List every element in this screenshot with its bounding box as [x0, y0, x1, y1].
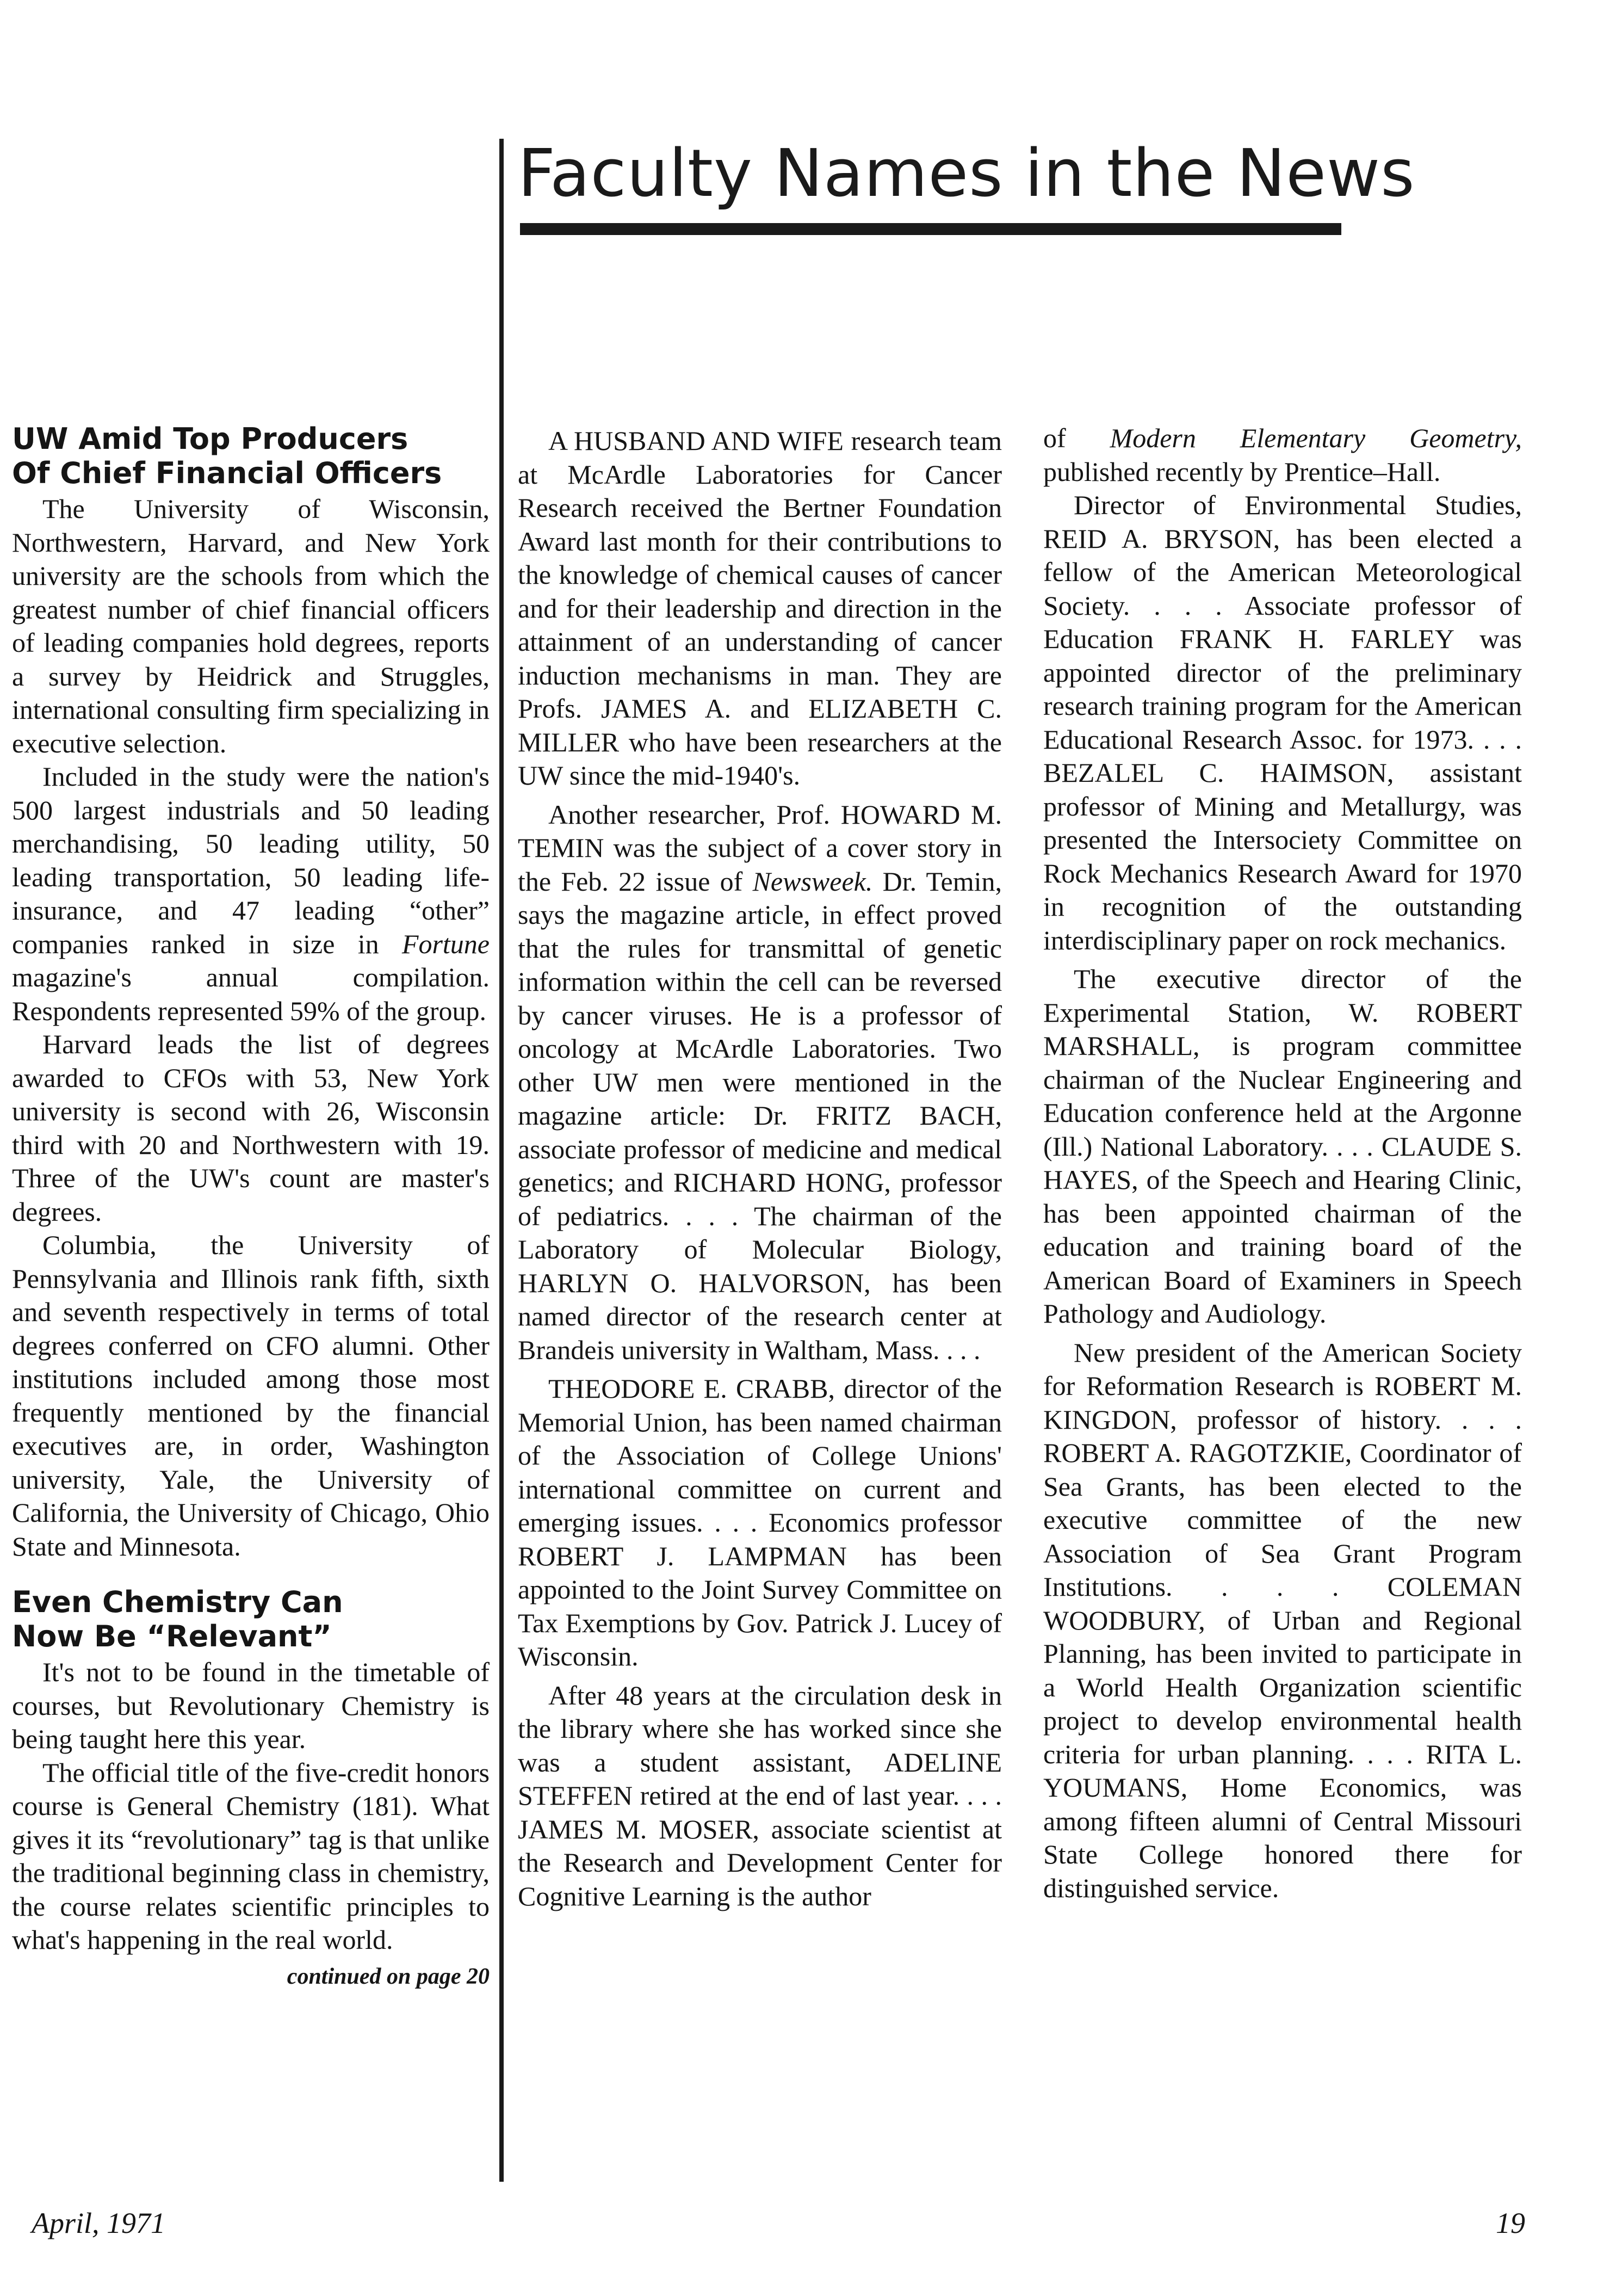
heading-line: UW Amid Top Producers [12, 422, 408, 456]
article-heading-chemistry [12, 1585, 490, 1653]
paragraph: Harvard leads the list of degrees awarded to CFOs with 53, New York university is second with 26, Wisconsin third with 20 and Northwestern with 19. Three of the UW's count are master's degrees. [12, 1029, 490, 1227]
text: of [1043, 423, 1110, 453]
paragraph: The University of Wisconsin, Northwestern, Harvard, and New York university are the schools from which the greatest number of chief financial officers of leading companies hold degrees, reports a survey by Heidrick and Struggles, international consulting firm specializing in executive selection. [12, 493, 490, 758]
text: published recently by Prentice–Hall. [1043, 456, 1441, 487]
paragraph: Columbia, the University of Pennsylvania and Illinois rank fifth, sixth and seventh respectively in terms of total degrees conferred on CFO alumni. Other institutions included among those most frequently mentioned by the financial executives are, in order, Washington university, Yale, the University of California, the University of Chicago, Ohio State and Minnesota. [12, 1230, 490, 1561]
page-number: 19 [1496, 2207, 1525, 2239]
paragraph: THEODORE E. CRABB, director of the Memorial Union, has been named chairman of the Association of College Unions' international committee on current and emerging issues. . . . Economics professor ROBERT J. LAMPMAN has been appointed to the Joint Survey Committee on Tax Exemptions by Gov. Patrick J. Lucey of Wisconsin. [518, 1373, 1002, 1671]
paragraph: New president of the American Society for Reformation Research is ROBERT M. KINGDON, professor of history. . . . ROBERT A. RAGOTZKIE, Coordinator of Sea Grants, has been elected to the executive committee of the new Association of Sea Grant Program Institutions. . . . COLEMAN WOODBURY, of Urban and Regional Planning, has been invited to participate in a World Health Organization scientific project to develop environmental health criteria for urban planning. . . . RITA L. YOUMANS, Home Economics, was among fifteen alumni of Central Missouri State College honored there for distinguished service. [1043, 1337, 1522, 1903]
paragraph: The executive director of the Experimental Station, W. ROBERT MARSHALL, is program committee chairman of the Nuclear Engineering and Education conference held at the Argonne (Ill.) National Laboratory. . . . CLAUDE S. HAYES, of the Speech and Hearing Clinic, has been appointed chairman of the education and training board of the American Board of Examiners in Speech Pathology and Audiology. [1043, 964, 1522, 1329]
paragraph: After 48 years at the circulation desk in the library where she has worked since she was a student assistant, ADELINE STEFFEN retired at the end of last year. . . . JAMES M. MOSER, associate scientist at the Research and Development Center for Cognitive Learning is the author [518, 1680, 1002, 1911]
paragraph [1043, 422, 1522, 489]
middle-column [518, 424, 1002, 1913]
right-column [1043, 422, 1522, 1905]
paragraph [12, 760, 490, 1028]
heading-line: Even Chemistry Can [12, 1585, 343, 1619]
paragraph: The official title of the five-credit honors course is General Chemistry (181). What gives it its “revolutionary” tag is that unlike the traditional beginning class in chemistry, the course relates scientific principles to what's happening in the real world. [12, 1757, 490, 1955]
paragraph: Director of Environmental Studies, REID A. BRYSON, has been elected a fellow of the American Meteorological Society. . . . Associate professor of Education FRANK H. FARLEY was appointed director of the preliminary research training program for the American Educational Research Assoc. for 1973. . . . BEZALEL C. HAIMSON, assistant professor of Mining and Metallurgy, was presented the Intersociety Committee on Rock Mechanics Research Award for 1970 in recognition of the outstanding interdisciplinary paper on rock mechanics. [1043, 490, 1522, 955]
magazine-name: Fortune [401, 928, 490, 959]
continued-note: continued on page 20 [287, 1964, 490, 1989]
book-title: Modern Elementary Geometry, [1110, 423, 1522, 453]
page-title: Faculty Names in the News [518, 136, 1415, 212]
text: magazine's annual compilation. Respondents represented 59% of the group. [12, 962, 490, 1026]
left-column [12, 422, 490, 1993]
magazine-name: Newsweek. [752, 866, 873, 897]
text: Dr. Temin, says the magazine article, in effect proved that the rules for transmittal of genetic information within the cell can be reversed by cancer viruses. He is a professor of oncology at McArdle Laboratories. Two other UW men were mentioned in the magazine article: Dr. FRITZ BACH, associate professor of medicine and medical genetics; and RICHARD HONG, professor of pediatrics. . . . The chairman of the Laboratory of Molecular Biology, HARLYN O. HALVORSON, has been named director of the research center at Brandeis university in Waltham, Mass. . . . [518, 866, 1002, 1365]
text: Included in the study were the nation's 500 largest industrials and 50 leading merchandising, 50 leading utility, 50 leading transportation, 50 leading life-insurance, and 47 leading “other” companies ranked in size in [12, 761, 490, 959]
column-divider [499, 139, 504, 2182]
heading-line: Of Chief Financial Officers [12, 456, 442, 490]
paragraph [518, 798, 1002, 1367]
issue-date: April, 1971 [32, 2207, 166, 2239]
text: Another researcher, Prof. HOWARD M. TEMIN was the subject of a cover story in the Feb. 22 issue of [518, 799, 1002, 897]
heading-line: Now Be “Relevant” [12, 1619, 332, 1653]
paragraph: A HUSBAND AND WIFE research team at McArdle Laboratories for Cancer Research received the Bertner Foundation Award last month for their contributions to the knowledge of chemical causes of cancer and for their leadership and direction in the attainment of an understanding of cancer induction mechanisms in man. They are Profs. JAMES A. and ELIZABETH C. MILLER who have been researchers at the UW since the mid-1940's. [518, 425, 1002, 791]
title-underline [520, 223, 1341, 235]
paragraph: It's not to be found in the timetable of courses, but Revolutionary Chemistry is being taught here this year. [12, 1657, 490, 1754]
article-heading-cfo [12, 422, 490, 490]
